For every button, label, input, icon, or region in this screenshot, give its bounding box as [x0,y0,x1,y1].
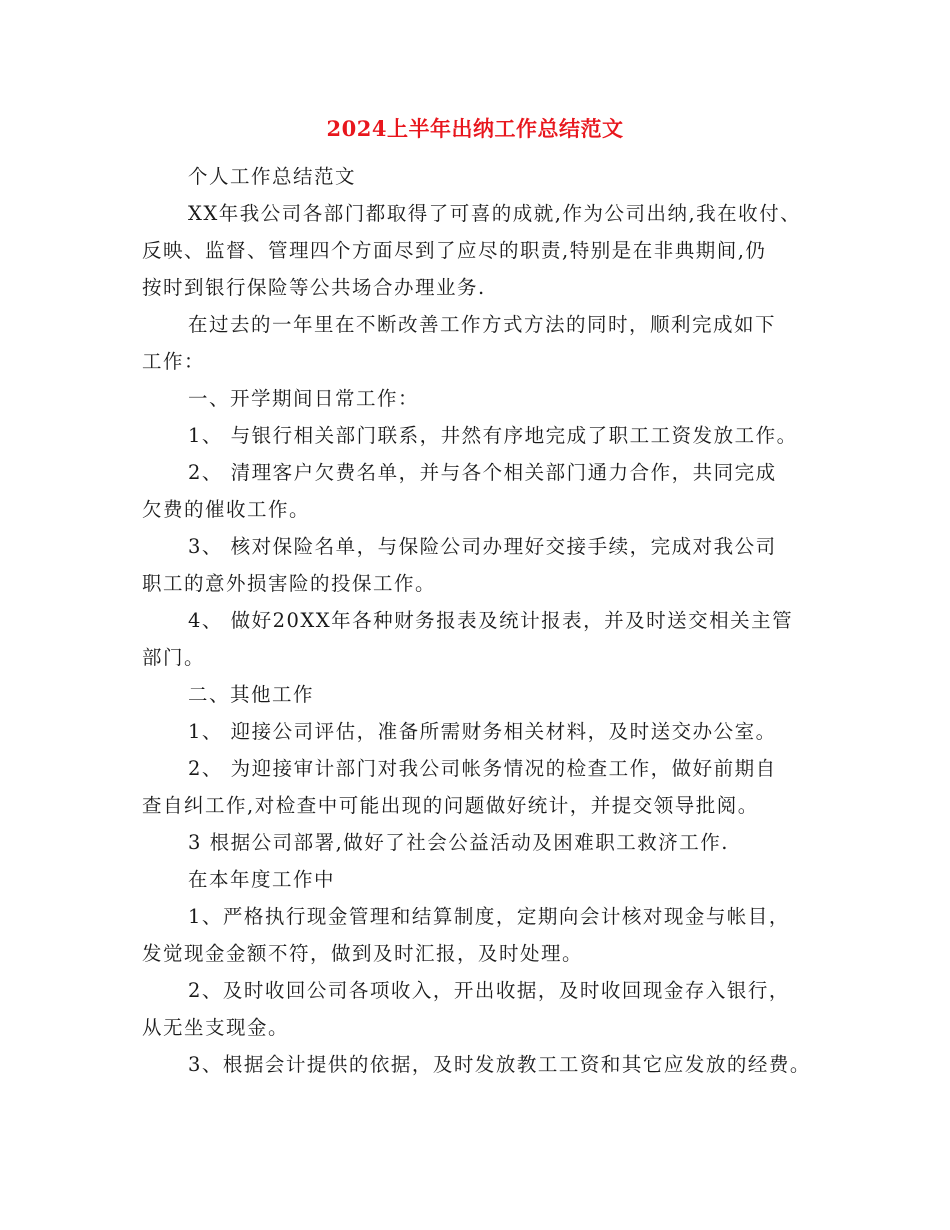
paragraph [142,676,842,713]
paragraph-line: 2、 清理客户欠费名单，并与各个相关部门通力合作，共同完成 [188,461,777,484]
paragraph-line: 按时到银行保险等公共场合办理业务. [142,276,486,299]
paragraph [142,824,842,861]
paragraph-line: 部门。 [142,646,206,669]
paragraph-line: 在本年度工作中 [188,868,336,891]
paragraph-line: 反映、监督、管理四个方面尽到了应尽的职责,特别是在非典期间,仍 [142,239,767,262]
paragraph-line: 3、 核对保险名单，与保险公司办理好交接手续，完成对我公司 [188,535,777,558]
paragraph [142,454,842,528]
paragraph-line: 2、 为迎接审计部门对我公司帐务情况的检查工作，做好前期自 [188,757,777,780]
paragraph-line: XX年我公司各部门都取得了可喜的成就,作为公司出纳,我在收付、 [188,202,802,225]
paragraph-line: 从无坐支现金。 [142,1016,290,1039]
paragraph-line: 3 根据公司部署,做好了社会公益活动及困难职工救济工作. [188,831,730,854]
document-body [142,158,842,1083]
paragraph-line: 发觉现金金额不符，做到及时汇报，及时处理。 [142,942,584,965]
paragraph-line: 查自纠工作,对检查中可能出现的问题做好统计，并提交领导批阅。 [142,794,759,817]
paragraph-line: 二、其他工作 [188,683,315,706]
paragraph [142,195,842,306]
paragraph [142,898,842,972]
paragraph-line: 1、 与银行相关部门联系，井然有序地完成了职工工资发放工作。 [188,424,798,447]
paragraph [142,972,842,1046]
paragraph [142,417,842,454]
paragraph-line: 1、 迎接公司评估，准备所需财务相关材料，及时送交办公室。 [188,720,777,743]
paragraph [142,602,842,676]
paragraph-line: 工作： [142,350,206,373]
paragraph-line: 一、开学期间日常工作： [188,387,420,410]
paragraph [142,713,842,750]
paragraph-line: 职工的意外损害险的投保工作。 [142,572,437,595]
document-title: 2024上半年出纳工作总结范文 [326,116,624,141]
paragraph [142,158,842,195]
paragraph [142,1046,842,1083]
paragraph-line: 2、及时收回公司各项收入，开出收据，及时收回现金存入银行， [188,979,790,1002]
paragraph-line: 1、严格执行现金管理和结算制度，定期向会计核对现金与帐目， [188,905,790,928]
paragraph [142,750,842,824]
paragraph [142,861,842,898]
paragraph-line: 4、 做好20XX年各种财务报表及统计报表，并及时送交相关主管 [188,609,794,632]
paragraph-line: 个人工作总结范文 [188,165,357,188]
paragraph [142,380,842,417]
paragraph-line: 欠费的催收工作。 [142,498,311,521]
paragraph [142,528,842,602]
paragraph [142,306,842,380]
paragraph-line: 3、根据会计提供的依据，及时发放教工工资和其它应发放的经费。 [188,1053,811,1076]
paragraph-line: 在过去的一年里在不断改善工作方式方法的同时，顺利完成如下 [188,313,777,336]
